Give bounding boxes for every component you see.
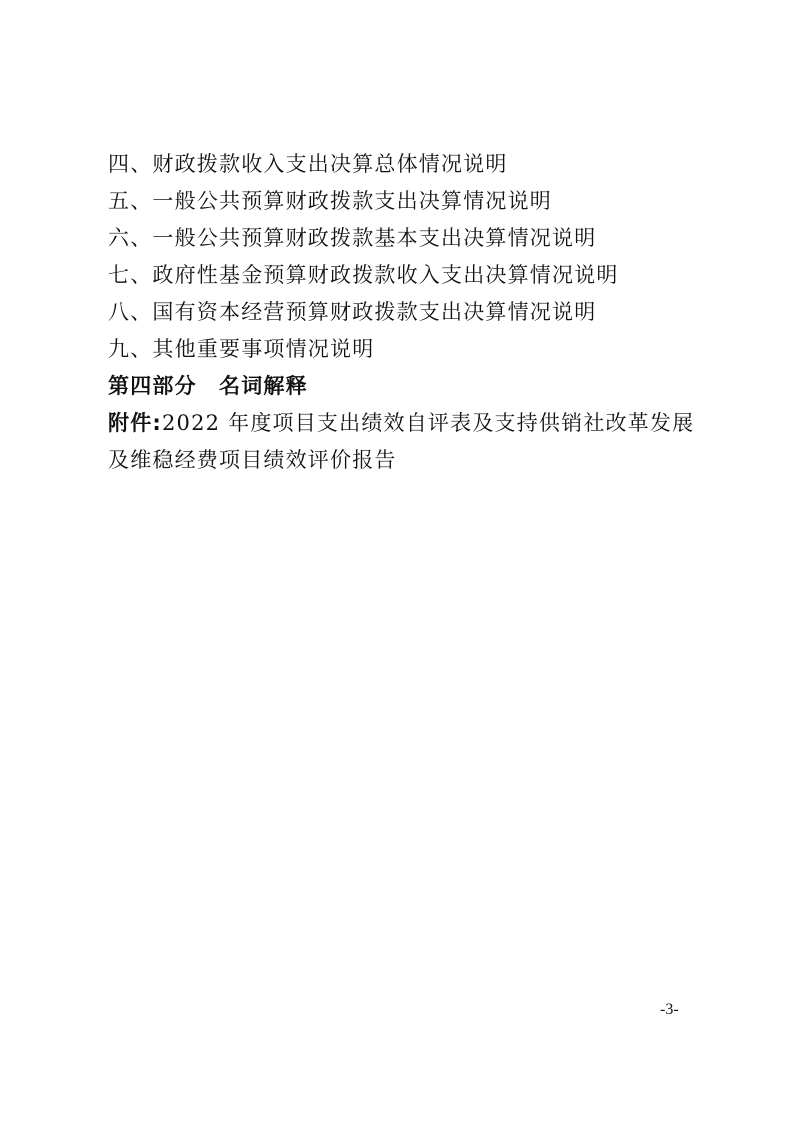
attachment-label: 附件: (108, 411, 162, 435)
attachment-text: 2022 年度项目支出绩效自评表及支持供销社改革发展及维稳经费项目绩效评价报告 (108, 411, 695, 472)
part4-heading: 第四部分 名词解释 (108, 374, 308, 398)
toc-item-5: 五、一般公共预算财政拨款支出决算情况说明 (108, 189, 552, 213)
toc-item-9: 九、其他重要事项情况说明 (108, 337, 375, 361)
toc-item-6: 六、一般公共预算财政拨款基本支出决算情况说明 (108, 226, 597, 250)
toc-item-7: 七、政府性基金预算财政拨款收入支出决算情况说明 (108, 263, 619, 287)
toc-item-8: 八、国有资本经营预算财政拨款支出决算情况说明 (108, 300, 597, 324)
page-number: -3- (660, 1001, 679, 1018)
attachment-entry (108, 405, 698, 479)
document-body (108, 146, 698, 479)
toc-item-4: 四、财政拨款收入支出决算总体情况说明 (108, 152, 508, 176)
